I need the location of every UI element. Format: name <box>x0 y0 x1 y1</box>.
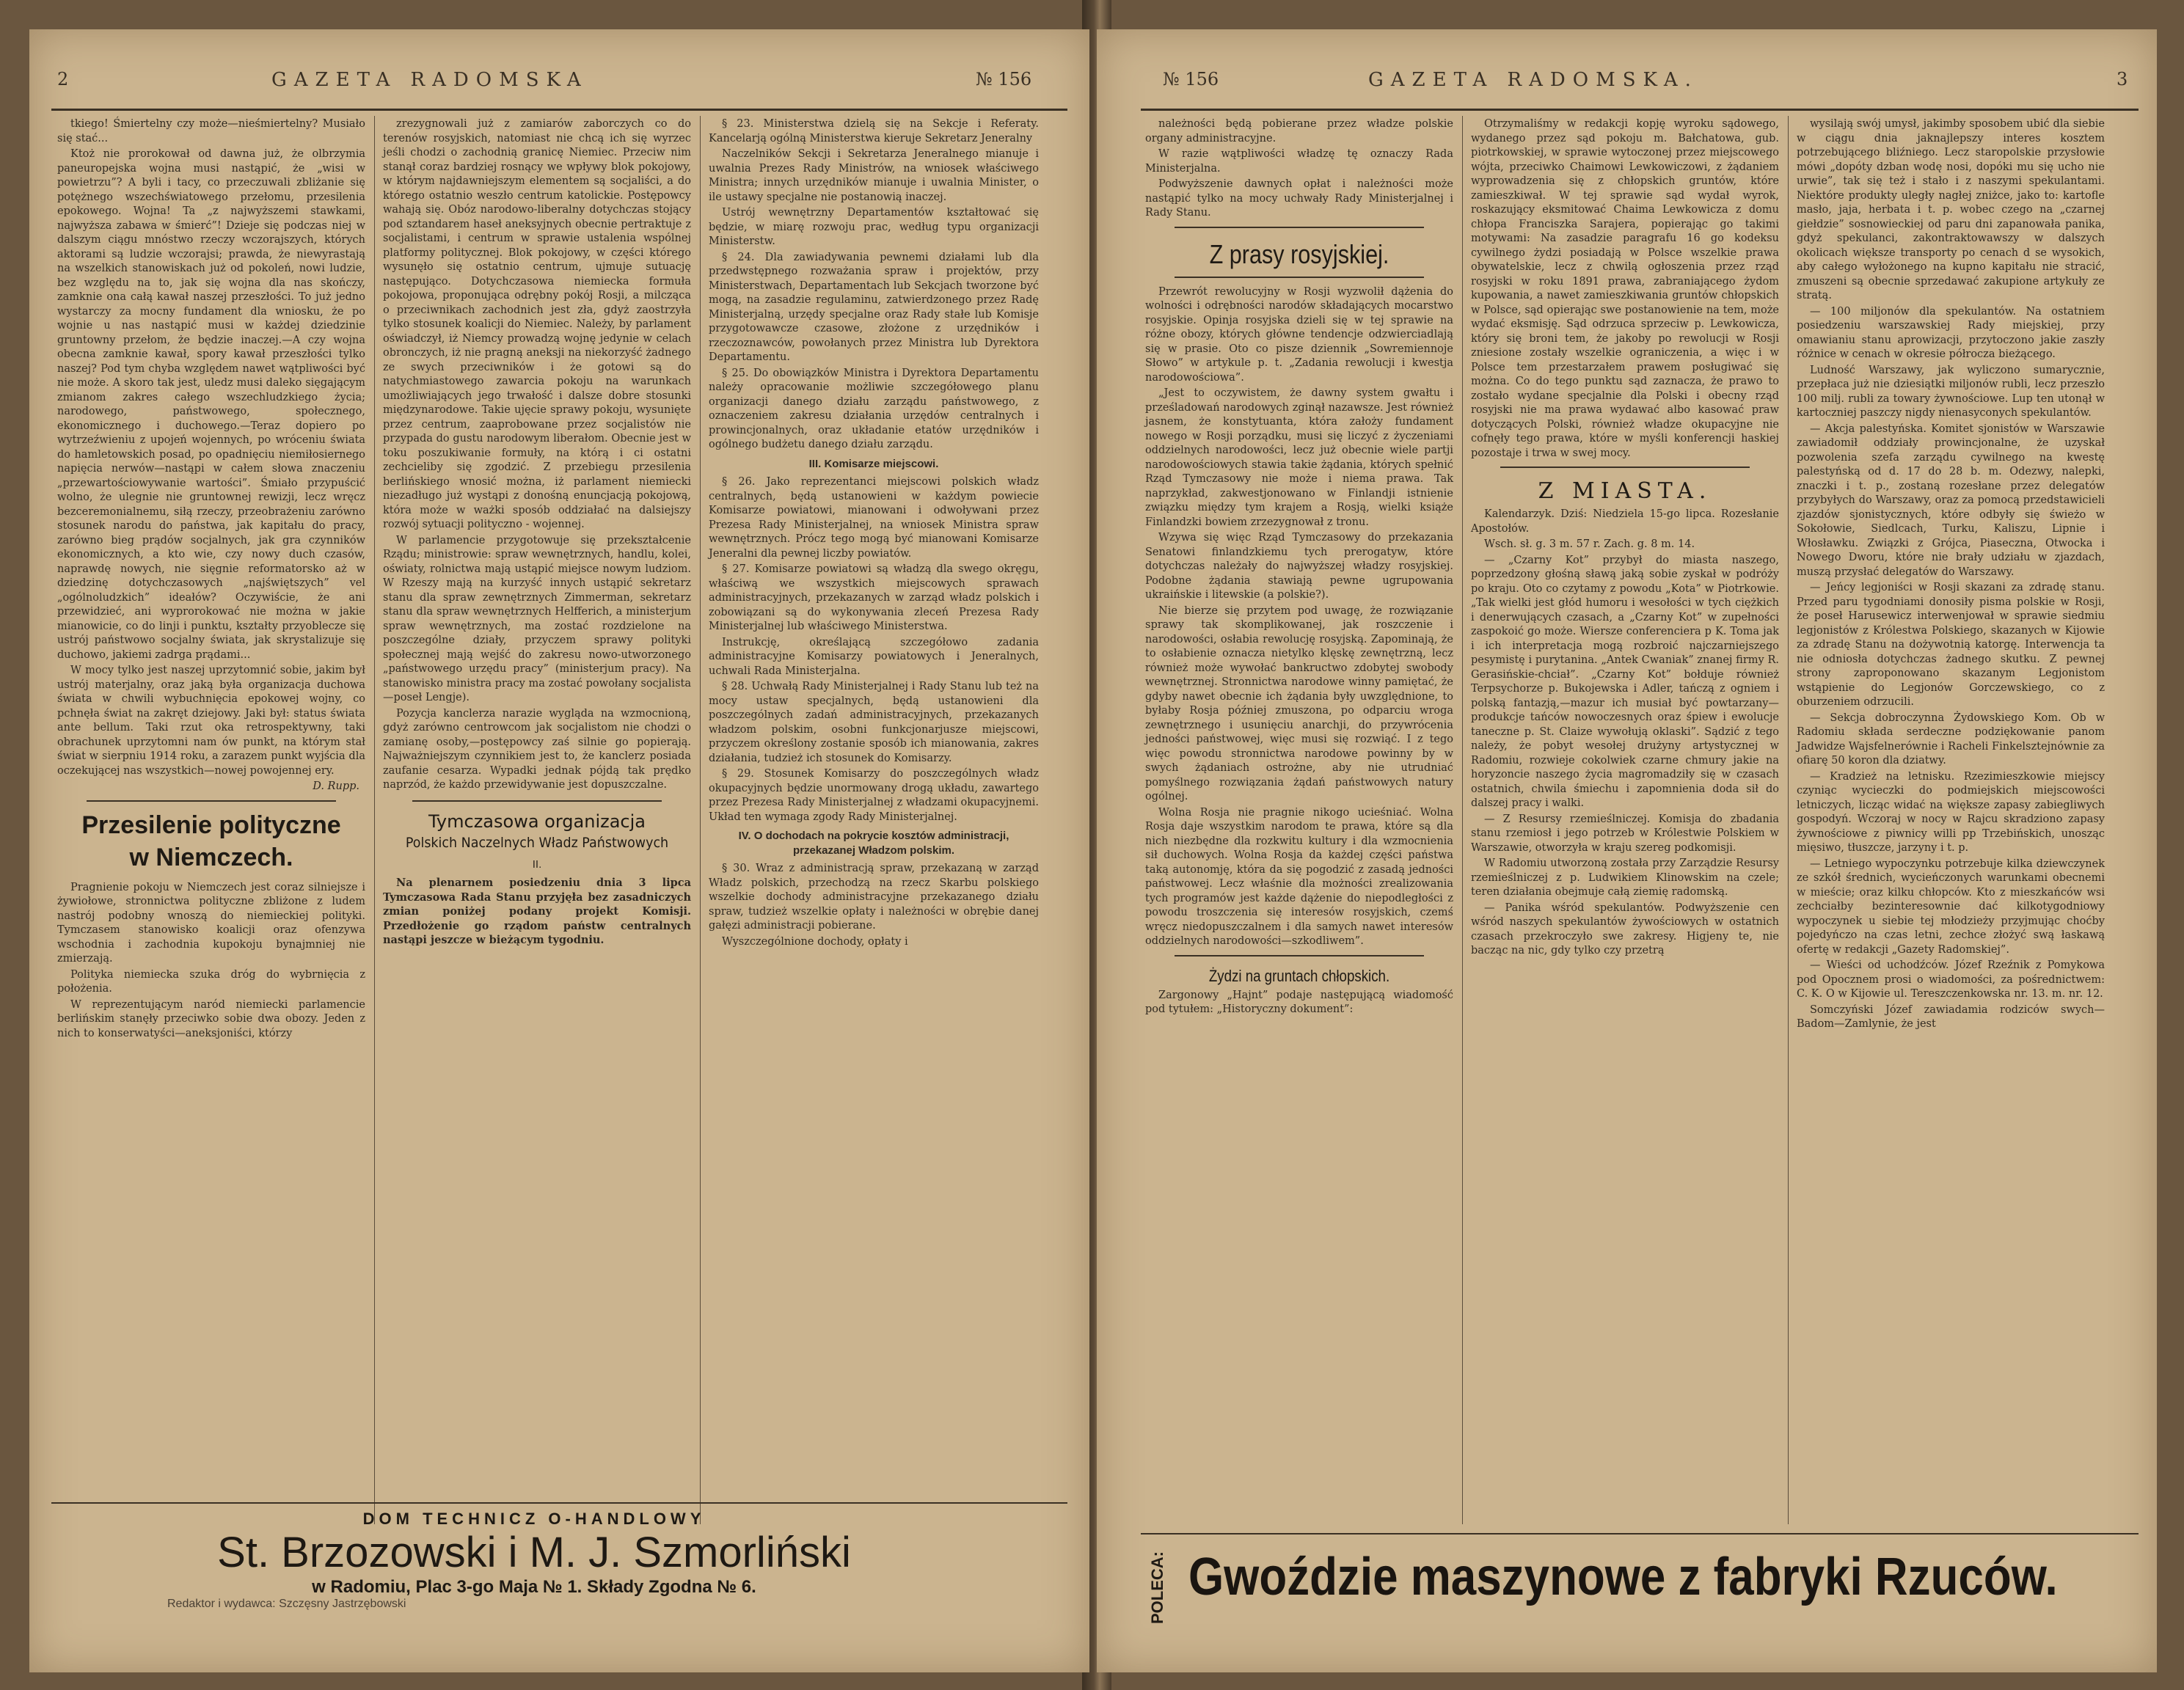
paragraph: należności będą pobierane przez władze polskie organy administracyjne. <box>1145 118 1453 145</box>
right-header <box>1097 69 2157 98</box>
paragraph: — Sekcja dobroczynna Żydowskiego Kom. Ob w Radomiu składa serdeczne podziękowanie panom Jadwidze Wajsfelnerównie i Racheli Finkelsztejnównie za ofiarę 50 koron dla dziatwy. <box>1797 712 2105 767</box>
column-rule <box>374 116 375 1524</box>
paragraph: Polityka niemiecka szuka dróg do wybrnięcia z położenia. <box>57 968 365 995</box>
ad-company-name: St. Brzozowski i M. J. Szmorliński <box>217 1529 851 1576</box>
ad-main-text: Gwoździe maszynowe z fabryki Rzuców. <box>1188 1548 2058 1606</box>
paragraph: § 29. Stosunek Komisarzy do poszczególnych władz okupacyjnych będzie unormowany drogą układu, zawartego przez Prezesa Rady Ministerjalnej z władzami okupacyjnemi. Układ ten wymaga zgody Rady Ministerjalnej. <box>709 768 1039 823</box>
right-advertisement <box>1148 1540 2131 1628</box>
paragraph: Podwyższenie dawnych opłat i należności może nastąpić tylko na mocy uchwały Rady Ministerjalnej i Rady Stanu. <box>1145 178 1453 219</box>
column-rule <box>1462 116 1463 1524</box>
calendar-note: Kalendarzyk. Dziś: Niedziela 15-go lipca. Rozesłanie Apostołów. <box>1471 508 1779 535</box>
article-headline: Tymczasowa organizacja <box>428 811 646 832</box>
left-masthead: GAZETA RADOMSKA <box>271 69 588 91</box>
paragraph: § 23. Ministerstwa dzielą się na Sekcje i Referaty. Kancelarją ogólną Ministerstwa kieruje Sekretarz Jeneralny <box>709 118 1039 145</box>
left-col-1 <box>57 117 365 1526</box>
paragraph: Nie bierze się przytem pod uwagę, że rozwiązanie sprawy tak skomplikowanej, jak roszczenie i narodowości, osłabia rewolucję rosyjską. Zapominają, że to osłabienie oznacza nietylko klęskę zewnętrzną, lecz również może wywołać bankructwo zdobytej swobody wewnętrznej. Stronnictwa narodowe winny pamiętać, że gdyby nawet obecnie ich żądania były uwzględnione, to byłaby Rosja później zmuszona, po odparciu wroga zewnętrznego i usunięciu anarchji, do przywrócenia jedności państwowej, więc musi się rozwiąć. I z tego więc powodu stronnictwa narodowe powinny by w swych żądaniach ostrożne, aby nie utrudniać pomyślnego rozwiązania żądań państwowych natury ogólnej. <box>1145 604 1453 802</box>
section-heading: III. Komisarze miejscowi. <box>808 457 939 470</box>
divider <box>87 800 336 802</box>
paragraph: Pragnienie pokoju w Niemczech jest coraz silniejsze i żywiołowe, stronnictwa polityczne zbliżone z ludem nastrój podobny wnoszą do niemieckiej polityki. Tymczasem stanowisko koalicji oraz ofenzywa wschodnia i zachodnia kupokoju bynajmniej nie zmierzają. <box>57 881 365 965</box>
paragraph: Przewrót rewolucyjny w Rosji wyzwolił dążenia do wolności i odrębności narodów składających mocarstwo rosyjskie. Opinja rosyjska dzieli się w tej sprawie na różne obozy, których główne tendencje odzwierciadlają się w prasie. Oto co pisze dziennik „Sowremiennoje Słowo” w artykule p. t. „Zadania rewolucji i kwestja narodowościowa”. <box>1145 285 1453 384</box>
paragraph: § 27. Komisarze powiatowi są władzą dla swego okręgu, właściwą we wszystkich miejscowych sprawach administracyjnych, przekazanych w zarząd władz polskich i zobowiązani są do wykonywania zleceń Prezesa Rady Ministerjalnej lub właściwego Ministerstwa. <box>709 563 1039 632</box>
ad-line: DOM TECHNICZ O-HANDLOWY <box>362 1510 706 1528</box>
paragraph: — „Czarny Kot” przybył do miasta naszego, poprzedzony głośną sławą jaką sobie zyskał w podróży po kraju. Oto co czytamy z powodu „Kota” w Piotrkowie. „Tak wielki jest głód humoru i wesołości w tych ciężkich i denerwujących czasach, a „Czarny Kot” w zupełności zaspokoić go może. Wiersze conferenciera p K. Toma jak i ich interpretacja mogą rozbroić najczarniejszego pesymistę i purytanina. „Antek Cwaniak” znanej firmy R. Gerasińskie-chciał”. „Czarny Kot” bołduje również Terpsychorze p. Bukojewska i Adler, tańczą z ogniem i polską fantazją,—mazur ich musiał być powtarzany—produkcje tańców nowoczesnych oraz śpiew i ewolucje taneczne p. St. Claize wywołują oklaski”. Sądzić z tego należy, że pobyt wesołej drużyny artystycznej w Radomiu, rozwieje cokolwiek czarne chmury jakie na horyzoncie naszego życia magromadziły się w czasach ostatnich, chwila śmiechu i zapomnienia doda sił do dalszej pracy i walki. <box>1471 554 1779 809</box>
column-rule <box>700 116 701 1524</box>
article-headline: w Niemczech. <box>129 843 293 871</box>
article-headline: Z prasy rosyjskiej. <box>1209 238 1389 269</box>
paragraph: Ludność Warszawy, jak wyliczono sumarycznie, przepłaca już nie dziesiątki miljonów rubli, lecz przeszło 100 milj. rubli za towary żywnościowe. Lup ten utonął w kartoczniej paszczy nigdy nienasyconych spekulantów. <box>1797 364 2105 419</box>
paragraph: — Jeńcy legjoniści w Rosji skazani za zdradę stanu. Przed paru tygodniami donosiły pisma polskie w Rosji, że poseł Harusewicz interwenjował w sprawie siedmiu legjonistów z Królestwa Polskiego, skazanych w Kijowie za zdradę Stanu na dożywotnią katorgę. Interwencja ta nie odniosła dotychczas żadnego skutku. Z pewnej strony zaproponowano skazanym Legjonistom wstąpienie do Legjonów Gorczewskiego, co z oburzeniem odrzucili. <box>1797 582 2105 708</box>
ad-side-label: POLECA: <box>1148 1551 1166 1625</box>
divider <box>412 800 662 802</box>
left-header <box>29 69 1089 98</box>
left-col-3 <box>709 117 1039 1526</box>
paragraph: — Panika wśród spekulantów. Podwyższenie cen wśród naszych spekulantów żywościowych w ostatnich czasach przekroczyło swe zakresy. Higjeny te, nie bacząc na nic, gdy tylko czy przetrą <box>1471 901 1779 956</box>
divider <box>1175 955 1424 956</box>
paragraph: Pozycja kanclerza narazie wygląda na wzmocnioną, gdyż zarówno centrowcom jak socjalistom nie chodzi o zamianę osoby,—postępowcy zaś silnie go popierają. Najważniejszym czynnikiem jest to, że kanclerz posiada zaufanie cesarza. Wypadki jednak pójdą tak prędko naprzód, że każdo przewidywanie jest dopuszczalne. <box>383 707 691 791</box>
ad-border <box>1141 1533 2139 1534</box>
right-col-1 <box>1145 117 1453 1526</box>
paragraph: § 24. Dla zawiadywania pewnemi działami lub dla przedwstępnego rozważania spraw i projektów, przy Ministerstwach, Departamentach lub Sekcjach tworzone być mogą, na zasadzie regulaminu, zatwierdzonego przez Radę Ministerjalną, urzędy specjalne oraz Rady stałe lub Komisje przygotowawcze czasowe, złożone z urzędników i rzeczoznawców, powołanych przez Ministra lub Dyrektora Departamentu. <box>709 251 1039 363</box>
column-rule <box>1788 116 1789 1524</box>
signature: D. Rupp. <box>313 780 359 792</box>
paragraph: W razie wątpliwości władzę tę oznaczy Rada Ministerjalna. <box>1145 148 1453 175</box>
paragraph: „Jest to oczywistem, że dawny system gwałtu i prześladowań narodowych zginął nazawsze. Jest również jasnem, że konstytuanta, która założy fundament nowego w Rosji porządku, musi się liczyć z życzeniami oddzielnych narodowości, lecz już obecnie wiele partji narodowościowych stawia takie żądania, których spełnić Rząd Tymczasowy nie może i niema prawa. Tak naprzykład, zakwestjonowano w Finlandji istnienie związku między tym krajem a Rosją, wielki książe Finlandzki bowiem zrzezygnował z tronu. <box>1145 387 1453 528</box>
section-headline: Z MIASTA. <box>1538 478 1712 504</box>
paragraph: zrezygnowali już z zamiarów zaborczych co do terenów rosyjskich, natomiast nie chcą ich się wyrzec jeśli chodzi o zachodnią granicę Niemiec. Przeciw nim stanął coraz bardziej rosnący we wpływy blok pokojowy, w którym najdawniejszym elementem są socjaliści, a do którego ostatnio weszło centrum katolickie. Postępowcy wahają się. Obóz narodowo-liberalny dotychczas stojący pod sztandarem haseł aneksyjnych obecnie pertraktuje z socjalistami, i centrum w sprawie ustalenia wspólnej platformy politycznej. Blok pokojowy, w części którego wysunęło się ostatnio centrum, ujmuje sutuację następująco. Dotychczasowa niemiecka formuła pokojowa, proponująca odrębny pokój Rosji, a milcząca o przeciwnikach zachodnich jest zła, gdyż zaostrzyła tylko stosunek koalicji do Niemiec. Należy, by parlament oświadczył, iż Niemcy prowadzą wojnę jedynie w celach obronczych, iż nie pragną aneksji na niekorzyść żadnego ze swych przeciwników i że gotowi są do natychmiastowego zawarcia pokoju na warunkach umożliwiających jego trwałość i dalsze dobre stosunki międzynarodowe. Takie ujęcie sprawy pokoju, wysunięte przez centrum, zaaprobowane przez socjalistów nie przypada do gustu narodowym liberałom. Obecnie jest w toku poszukiwanie formuły, na którą i ci ostatni zechcieliby się zgodzić. Z przebiegu przesilenia berlińskiego wnosić można, iż parlament niemiecki niezadługo już wystąpi z donośną enuncjacją pokojową, która może w ważki sposób oddziałać na dalsiejszy rozwój sytuacji polityczno - wojennej. <box>383 118 691 530</box>
paragraph: tkiego! Śmiertelny czy może—nieśmiertelny? Musiało się stać... <box>57 118 365 145</box>
paragraph: — Wieści od uchodźców. Józef Rzeźnik z Pomykowa pod Opocznem prosi o wiadomości, za pośrednictwem: C. K. O w Kijowie ul. Tereszczenkowska nr. 13. m. nr. 12. <box>1797 959 2105 1000</box>
paragraph: W Radomiu utworzoną została przy Zarządzie Resursy rzemieślniczej z p. Ludwikiem Klinowskim na czele; teren działania obejmuje całą ziemię radomską. <box>1471 857 1779 898</box>
paragraph: — Z Resursy rzemieślniczej. Komisja do zbadania stanu rzemiosł i jego potrzeb w Królestwie Polskiem w Warszawie, otworzyła w kraju szereg podkomisji. <box>1471 813 1779 854</box>
divider <box>1500 467 1750 468</box>
ad-address: w Radomiu, Plac 3-go Maja № 1. Składy Zgodna № 6. <box>312 1577 756 1597</box>
right-col-3 <box>1797 117 2105 1526</box>
paragraph: Otrzymaliśmy w redakcji kopję wyroku sądowego, wydanego przez sąd pokoju m. Bałchatowa, gub. piotrkowskiej, w sprawie wytoczonej przez miejscowego wójta, przeciwko Chaimowi Lewkowiczowi, z żądaniem wyprowadzenia się z chłopskich gruntów, które zamieszkiwał. W tej sprawie sąd wydał wyrok, roskazujący eksmitować Chaima Lewkowicza z domu chłopa Franciszka Sarajera, popierając go takimi motywami: Na zasadzie paragrafu 16 go kodeksu cywilnego żydzi posiadają w Polsce wszelkie prawa obywatelskie, lecz z chwilą ogłoszenia przez rząd rosyjski w roku 1891 prawa, zabraniającego żydom kupowania, a nawet zamieszkiwania gruntów chłopskich w Polsce, sąd opierając swe postanowienie na tem, może wydać eksmisję. Sąd odrzuca sprzeciw p. Lewkowicza, który się broni tem, że jakoby po rewolucji w Rosji zniesione zostały wszelkie ograniczenia, a więc i w Polsce tem przestarzałem prawem posługiwać się można. Co do tego punktu sąd zaznacza, że prawo to zostało wydane specjalnie dla Polski i obecny rząd rosyjski nie ma prawa wydawać albo kasować praw dotyczących Polski, również władze okupacyjne nie cofnęły tego prawa, które w myśli konferencji haskiej pozostaje i trwa w swej mocy. <box>1471 118 1779 459</box>
left-header-rule <box>51 109 1067 111</box>
paragraph: Wzywa się więc Rząd Tymczasowy do przekazania Senatowi finlandzkiemu tych prerogatyw, które dotychczas należały do najwyższej władzy rosyjskiej. Podobne żądania stawiają pewne ugrupowania ukraińskie i litewskie (a polskie?). <box>1145 532 1453 601</box>
right-col-2 <box>1471 117 1779 1526</box>
article-headline: Polskich Naczelnych Władz Państwowych <box>405 834 669 851</box>
right-header-rule <box>1141 109 2139 111</box>
right-page-number: 3 <box>2117 69 2128 89</box>
paragraph: Wyszczególnione dochody, opłaty i <box>722 935 908 948</box>
paragraph: Instrukcję, określającą szczegółowo zadania administracyjne Komisarzy powiatowych i Jeneralnych, uchwali Rada Ministerjalna. <box>709 636 1039 677</box>
paragraph: Ustrój wewnętrzny Departamentów kształtować się będzie, w miarę rozwoju prac, według typu organizacji Ministerstw. <box>709 207 1039 247</box>
left-advertisement <box>57 1510 1011 1611</box>
paragraph: Zargonowy „Hajnt” podaje następującą wiadomość pod tytułem: „Historyczny dokument”: <box>1145 989 1453 1015</box>
paragraph: § 25. Do obowiązków Ministra i Dyrektora Departamentu należy opracowanie możliwie szczegółowego planu organizacji danego działu zarządu państwowego, z oznaczeniem zakresu działania urzędów centralnych i prowincjonalnych, oraz układanie etatów urzędników i ogólnego budżetu danego działu zarządu. <box>709 367 1039 450</box>
right-issue-number: № 156 <box>1163 69 1219 89</box>
left-issue-number: № 156 <box>976 69 1032 89</box>
paragraph: — Letniego wypoczynku potrzebuje kilka dziewczynek ze szkół średnich, wycieńczonych warunkami obecnemi w mieście; oraz kilku chłopców. Kto z mieszkańców wsi zechciałby bezinteresownie dać kilkotygodniowy wypoczynek u siebie tej młodzieży przyjmując choćby pojedyńczo na czas letni, zechce złożyć swą łaskawą ofertę w redakcji „Gazety Radomskiej”. <box>1797 857 2105 956</box>
paragraph: W mocy tylko jest naszej uprzytomnić sobie, jakim był ustrój materjalny, oraz jaką była organizacja duchowa świata w chwili wybuchnięcia epokowej wojny, co pchnęła świat na zakręt dziejowy. Jaki był: status świata ante bellum. Taki rzut oka retrospektywny, taki obrachunek uprzytomni nam ów punkt, na którym stał świat w sierpniu 1914 roku, a zarazem punkt wyjścia dla oczekującej nas wszystkich—nowej powojennej ery. <box>57 665 365 777</box>
paragraph: — Kradzież na letnisku. Rzezimieszkowie miejscy czyniąc wycieczki do podmiejskich miejscowości letniczych, licząc widać na większe zapasy zabiegliwych gospodyń. Wczoraj w nocy w Rajcu skradziono zapasy żywnościowe z piwnicy willi pp Trzebińskich, unosząc mięsiwo, tłuszcze, jarzyny i t. p. <box>1797 770 2105 854</box>
article-headline: Przesilenie polityczne <box>81 811 341 839</box>
right-masthead: GAZETA RADOMSKA. <box>1368 69 1698 91</box>
left-col-2 <box>383 117 691 1526</box>
sunrise-note: Wsch. sł. g. 3 m. 57 r. Zach. g. 8 m. 14. <box>1484 538 1695 550</box>
paragraph: Ktoż nie prorokował od dawna już, że olbrzymia paneuropejska wojna musi nastąpić, że „wisi w powietrzu”? A byli i tacy, co przeczuwali zbliżanie się potężnego wszechświatowego przełomu, przesilenia epokowego. Wojna! Ta „z najwyższemi stawkami, najwyższa zabawa w śmierć”! Dzieje się podczas niej w dalszym ciągu mnóstwo rzeczy wczorajszych, których aktorami są ludzie wczorajsi; prawda, że niewyrastają na wszelkich stanowiskach już od pokoleń, nowi ludzie, bez względu na to, jak się wojna dla nas skończy, zamknie ona całą kawał naszej przeszłości. To już jedno wystarczy za mocny fundament dla wniosku, że po wojnie u nas nastąpić musi w każdej dziedzinie gruntowny przełom, że będzie inaczej.—A czy wojna obecna zamknie kawał, spory kawał przeszłości tylko naszej? Pod tym chyba względem nawet wątpliwości być nie może. A skoro tak jest, uledz musi daleko sięgającym zmianom zakres całego wszechludzkiego życia; narodowego, państwowego, społecznego, ekonomicznego i duchowego.—Teraz dopiero po wytrzeźwieniu z upojeń wojennych, po wróceniu świata do hamletowskich posad, po opadnięciu niemiłosiernego napięcia nerwów—nastąpi w całem słowa znaczeniu „przewartościowywanie wartości”. Śmiało przypuścić wolno, że ulegnie nie gruntownej rewizji, lecz wręcz bezceremonialnemu, siłą rzeczy, przeobrażeniu zarówno stosunek narodu do państwa, jak kapitału do pracy, zarówno bieg prądów socjalnych, jak gra czynników ekonomicznych, a kto wie, czy nowy duch czasów, naprawdę nowych, nie sięgnie reformatorsko aż w dziedzinę dotychczasowych „najświętszych” vel „ogólnoludzkich” ideałów? Oczywiście, że ani przewidzieć, ani wyprorokować nie można w jakie mianowicie, co do linji i punktu, kształty przyoblecze się ustrój państwowo socjalny świata, jak skrystalizuje się duchowo, jakiemi zadrga prądami... <box>57 148 365 661</box>
paragraph: W parlamencie przygotowuje się przekształcenie Rządu; ministrowie: spraw wewnętrznych, handlu, kolei, oświaty, rolnictwa mają ustąpić miejsce nowym ludziom. W Rzeszy mają na kurzyść innych ustąpić sekretarz stanu dla spraw zewnętrznych Zimmerman, sekretarz stanu dla spraw wewnętrznych Helfferich, a ministerjum spraw wewnętrznych, ma zostać rozdzielone na poszczególne działy, przyczem sprawy polityki społecznej mają wejść do zakresu nowo-utworzonego „państwowego urzędu pracy” (ministerjum pracy). Na stanowisko ministra pracy ma zostać powołany socjalista—poseł Lengje). <box>383 534 691 703</box>
left-page-number: 2 <box>57 69 69 89</box>
article-headline: Żydzi na gruntach chłopskich. <box>1208 966 1390 985</box>
paragraph: § 26. Jako reprezentanci miejscowi polskich władz centralnych, będą ustanowieni w każdym powiecie Komisarze powiatowi, mianowani i odwoływani przez Prezesa Rady Ministerjalnej, na wniosek Ministra spraw wewnętrznych. Prócz tego mogą być mianowani Komisarze Jeneralni dla pewnej liczby powiatów. <box>709 476 1039 560</box>
paragraph: wysilają swój umysł, jakimby sposobem ubić dla siebie w ciągu dnia jaknajlepszy interes kosztem potrzebującego bliźniego. Lecz staropolskie przysłowie mówi „dopóty dzban wodę nosi, dopóki mu się ucho nie urwie”, tak się też i stało i z naszymi spekulantami. Niektóre produkty uległy nagłej zniżce, jako to: kartofle masło, jaja, herbata i t. p. wobec czego na „czarnej giełdzie” sosnowieckiej od paru dni zapanowała panika, gdyż spekulanci, zakontraktowawszy w dalszych okolicach większe transporty po cenach d se wysokich, aby całego wyłożonego na kupno kapitału nie stracić, zmuszeni są obecnie sprzedawać zakupione artykuły ze stratą. <box>1797 118 2105 301</box>
paragraph: Na plenarnem posiedzeniu dnia 3 lipca Tymczasowa Rada Stanu przyjęła bez zasadniczych zmian poniżej podany projekt Komisji. Przedłożenie go rządom państw centralnych nastąpi jeszcze w bieżącym tygodniu. <box>383 877 691 946</box>
paragraph: W reprezentującym naród niemiecki parlamencie berlińskim stanęły przeciwko sobie dwa obozy. Jeden z nich to konserwatyści—aneksjoniści, którzy <box>57 998 365 1039</box>
paragraph: Somczyński Józef zawiadamia rodziców swych—Badom—Zamlynie, że jest <box>1797 1003 2105 1030</box>
paragraph: Wolna Rosja nie pragnie nikogo ucieśniać. Wolna Rosja daje wszystkim narodom te prawa, które są dla nich niezbędne dla rozkwitu kultury i dla wzmocnienia sił duchowych. Wolna Rosja da każdej części państwa taką autonomję, która da się pogodzić z zasadą jedności państwowej. Lecz właśnie dla możności zrealizowania tych programów jest każde dążenie do niepodległości z powodu troszczenia się interesów rosyjskich, czemś wręcz niedopuszczalnem i dla samych nawet interesów oddzielnych narodowości—szkodliwem”. <box>1145 806 1453 947</box>
paragraph: — 100 miljonów dla spekulantów. Na ostatniem posiedzeniu warszawskiej Rady miejskiej, przy omawianiu stanu aprowizacji, przytoczono jakie zaszły różnice w cenach w okresie półrocza bieżącego. <box>1797 305 2105 360</box>
right-page <box>1097 29 2157 1672</box>
section-heading: IV. O dochodach na pokrycie kosztów administracji, przekazanej Władzom polskim. <box>738 830 1009 857</box>
left-page <box>29 29 1089 1672</box>
paragraph: § 30. Wraz z administracją spraw, przekazaną w zarząd Władz polskich, przechodzą na rzecz Skarbu polskiego wszelkie dochody administracyjne przekazanego działu spraw, tudzież wszelkie opłaty i należności w obrębie danej gałęzi administracji pobierane. <box>709 863 1039 932</box>
section-number: II. <box>532 857 542 871</box>
divider <box>1175 227 1424 228</box>
editor-line: Redaktor i wydawca: Szczęsny Jastrzębowski <box>167 1598 406 1610</box>
paragraph: — Akcja palestyńska. Komitet sjonistów w Warszawie zawiadomił oddziały prowincjonalne, że uzyskał pozwolenia szefa zarządu cywilnego na kwestę palestyńską od d. 17 do 28 b. m. Odezwy, nalepki, znaczki i t. p., zostaną rozesłane przez delegatów przybyłych do Warszawy, oraz za pomocą przedstawicieli zjazdów sjonistycznych, które odbyły się świeżo w Sokołowie, Siedlcach, Turku, Kaliszu, Lipnie i Włosławku. Związki z Grójca, Piaseczna, Otwocka i Nowego Dworu, które nie brały udziału w zjazdach, muszą przysłać delegatów do Warszawy. <box>1797 422 2105 578</box>
paragraph: § 28. Uchwałą Rady Ministerjalnej i Rady Stanu lub też na mocy ustaw specjalnych, będą ustanowieni dla poszczególnych zadań administracyjnych, przekazanych władzom polskim, osobni funkcjonarjusze miejscowi, przyczem określony zostanie sposób ich mianowania, zakres działania, tudzież ich stosunek do Komisarzy. <box>709 681 1039 764</box>
divider <box>1175 277 1424 278</box>
paragraph: Naczelników Sekcji i Sekretarza Jeneralnego mianuje i uwalnia Prezes Rady Ministrów, na wniosek właściwego Ministra; innych urzędników mianuje i uwalnia Minister, o ile ustawy specjalne nie postanowią inaczej. <box>709 148 1039 203</box>
ad-border <box>51 1502 1067 1504</box>
